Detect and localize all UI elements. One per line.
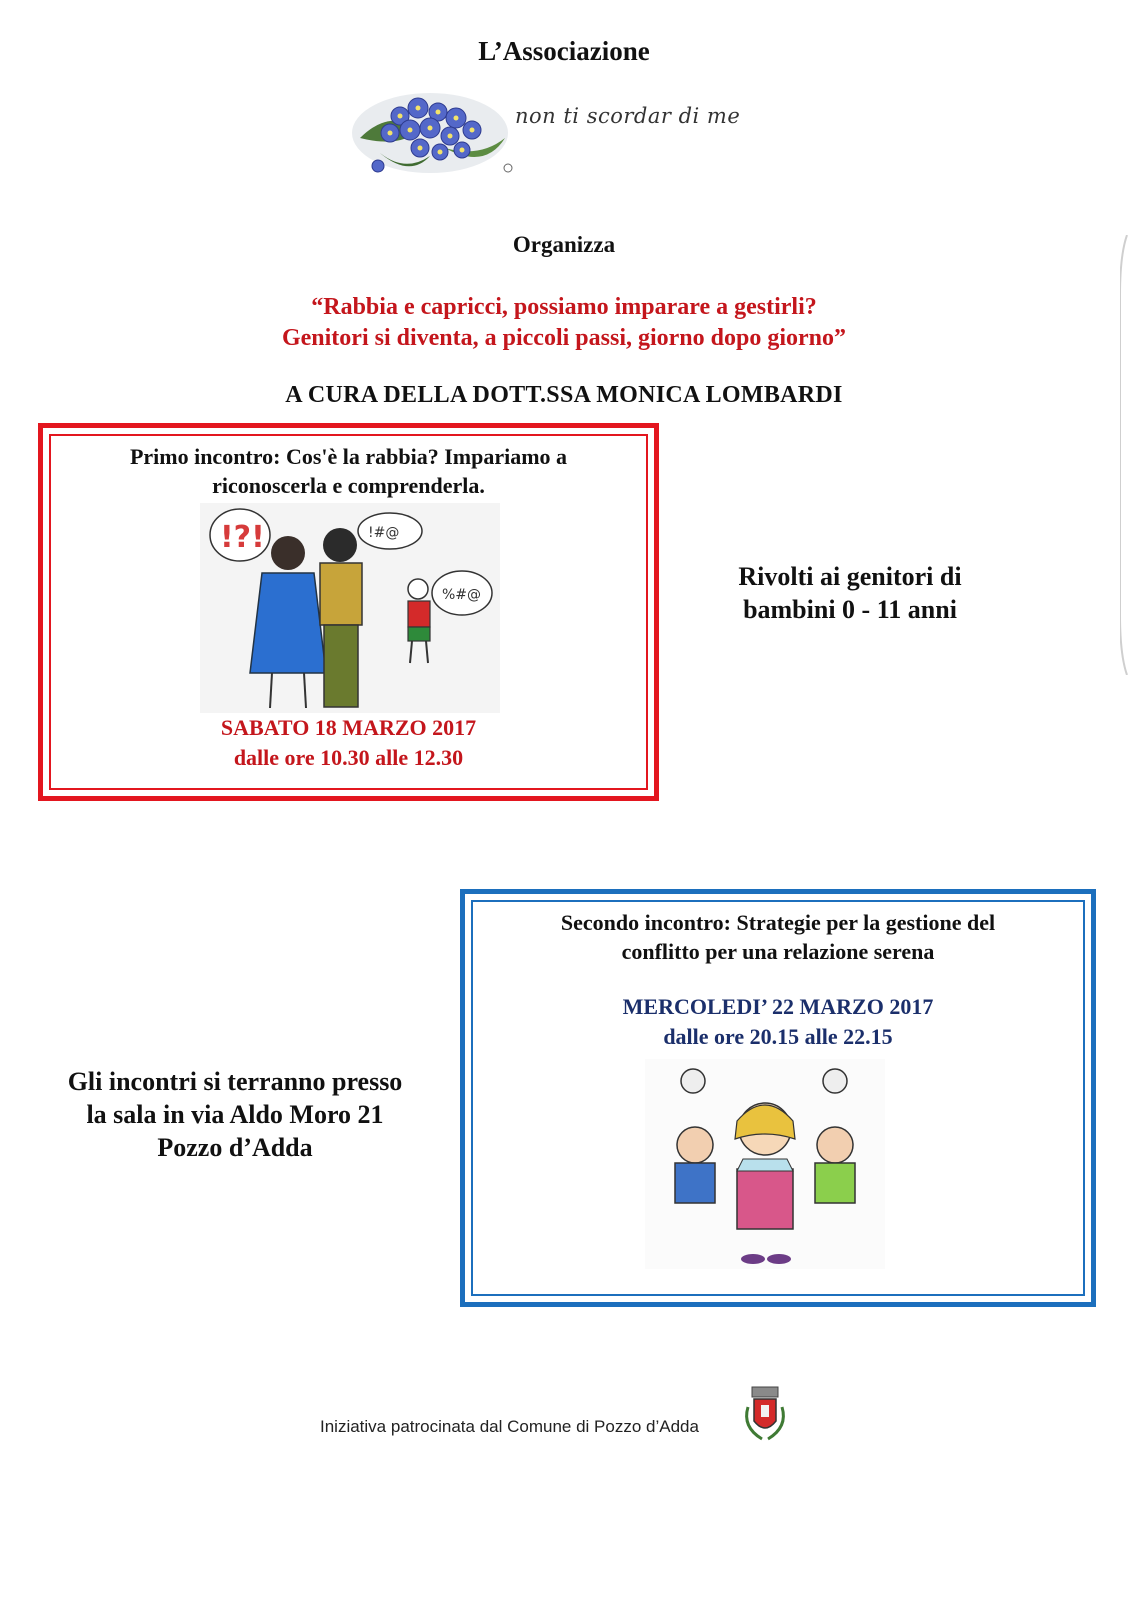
svg-text:%#@: %#@ [442,587,482,603]
audience-text [680,560,1020,626]
first-meeting-title [63,442,634,500]
second-meeting-time: dalle ore 20.15 alle 22.15 [663,1024,893,1049]
second-meeting-schedule [485,992,1071,1052]
second-meeting-box [460,889,1096,1307]
patronage-note: Iniziativa patrocinata dal Comune di Pozzo d’Adda [320,1417,699,1436]
curator-label: A CURA DELLA DOTT.SSA MONICA LOMBARDI [285,382,843,408]
second-meeting-title [485,908,1071,966]
audience-line2: bambini 0 - 11 anni [743,595,957,624]
organizza-label: Organizza [512,232,616,257]
first-meeting-title-line1: Primo incontro: Cos'è la rabbia? Impariamo a [129,444,568,469]
second-meeting-date: MERCOLEDI’ 22 MARZO 2017 [622,994,934,1019]
second-meeting-title-line2: conflitto per una relazione serena [621,939,935,964]
venue-line1: Gli incontri si terranno presso [67,1067,403,1096]
second-meeting-title-line1: Secondo incontro: Strategie per la gestione del [560,910,996,935]
first-meeting-title-line2: riconoscerla e comprenderla. [212,473,485,498]
first-meeting-schedule [63,713,634,773]
logo-text: non ti scordar di me [515,104,741,128]
svg-text:!#@: !#@ [368,525,400,541]
association-label: L’Associazione [478,36,650,66]
venue-line3: Pozzo d’Adda [157,1133,313,1162]
mother-with-fighting-children-illustration [645,1059,885,1269]
municipal-crest-icon [740,1385,790,1447]
angry-family-illustration [200,503,500,713]
first-meeting-box [38,423,659,801]
audience-line1: Rivolti ai genitori di [738,562,962,591]
venue-text [20,1065,450,1164]
svg-text:!?!: !?! [220,520,265,555]
event-title-line1: “Rabbia e capricci, possiamo imparare a gestirli? [311,294,817,320]
page-edge-line [1120,235,1128,675]
venue-line2: la sala in via Aldo Moro 21 [86,1100,384,1129]
first-meeting-time: dalle ore 10.30 alle 12.30 [233,745,464,770]
first-meeting-date: SABATO 18 MARZO 2017 [220,715,477,740]
event-title [0,292,1128,354]
event-title-line2: Genitori si diventa, a piccoli passi, giorno dopo giorno” [281,325,847,351]
forget-me-not-flowers-icon [350,78,515,188]
association-logo [350,78,770,188]
